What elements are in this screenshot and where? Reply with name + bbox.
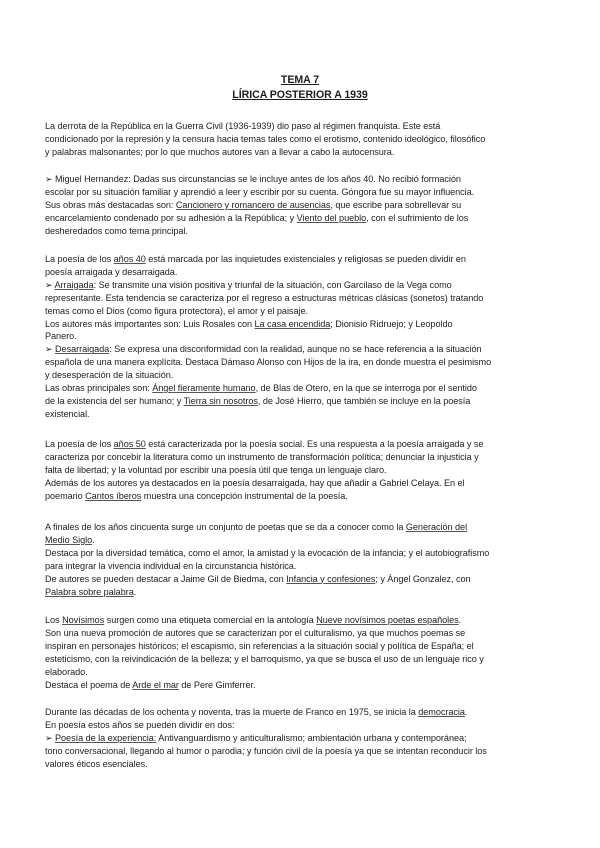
text-line: esteticismo, con la reivindicación de la belleza; y el barroquismo, ya que se busca el uso de un lenguaje rico y	[45, 653, 484, 664]
text-line: desheredados como tema principal.	[45, 225, 188, 236]
work-title: Cancionero y romancero de ausencias	[175, 199, 331, 210]
text-line: La poesía de los años 50 está caracterizada por la poesía social. Es una respuesta a la poesía arraigada y se	[45, 439, 484, 449]
paragraph-anos-40	[45, 253, 557, 421]
text-line: Sus obras más destacadas son: Cancionero y romancero de ausencias, que escribe para sobrellevar su	[45, 199, 462, 210]
arrow-bullet-icon: ➢	[45, 732, 53, 743]
text-line: ➢ Arraigada: Se transmite una visión positiva y triunfal de la situación, con Garcilaso de la Vega como	[45, 279, 452, 290]
decade-term: años 50	[113, 439, 146, 449]
text-line: Palabra sobre palabra.	[45, 586, 137, 597]
text-line: encarcelamiento condenado por su adhesión a la República; y Viento del pueblo, con el sufrimiento de los	[45, 212, 469, 223]
text-line: Medio Siglo.	[45, 534, 95, 545]
term-desarraigada: Desarraigada	[55, 344, 110, 355]
work-title: Viento del pueblo	[296, 212, 367, 223]
text-line: Los autores más importantes son: Luis Rosales con La casa encendida; Dionisio Ridruejo; y Leopoldo	[45, 318, 453, 329]
arrow-bullet-icon: ➢	[45, 344, 53, 355]
text-line: De autores se pueden destacar a Jaime Gil de Biedma, con Infancia y confesiones; y Ángel Gonzalez, con	[45, 573, 471, 584]
text-line: Durante las décadas de los ochenta y noventa, tras la muerte de Franco en 1975, se inicia la democracia.	[45, 707, 468, 717]
work-title: Nueve novísimos poetas españoles	[316, 615, 459, 625]
text-line: ➢ Desarraigada: Se expresa una disconformidad con la realidad, aunque no se hace referencia a la situación	[45, 344, 482, 355]
term-poesia-experiencia: Poesía de la experiencia:	[55, 732, 157, 743]
text-line: para integrar la vivencia individual en la circunstancia histórica.	[45, 560, 297, 571]
work-title: Ángel fieramente humano	[152, 383, 256, 394]
text-line: poemario Cantos íberos muestra una concepción instrumental de la poesía.	[45, 490, 348, 501]
work-title: Palabra sobre palabra	[45, 586, 134, 597]
arrow-bullet-icon: ➢	[45, 174, 53, 184]
text-line: ➢ Miguel Hernandez: Dadas sus circunstancias se le incluye antes de los años 40. No recibió formación	[45, 174, 461, 184]
text-line: En poesía estos años se pueden dividir en dos:	[45, 719, 235, 730]
text-line: La poesía de los años 40 está marcada por las inquietudes existenciales y religiosas se pueden dividir en	[45, 254, 466, 264]
work-title: Arde el mar	[132, 679, 179, 690]
paragraph-intro	[45, 120, 557, 159]
decade-term: años 40	[113, 254, 146, 264]
text-line: de la existencia del ser humano; y Tierra sin nosotros, de José Hierro, que también se incluye en la poesía	[45, 395, 471, 406]
work-title: Infancia y confesiones	[286, 573, 376, 584]
term-arraigada: Arraigada	[54, 279, 94, 290]
page-subtitle: LÍRICA POSTERIOR A 1939	[232, 89, 368, 101]
text-line: y palabras malsonantes; por lo que muchos autores van a llevar a cabo la autocensura.	[45, 146, 395, 157]
arrow-bullet-icon: ➢	[45, 279, 53, 290]
text-line: poesía arraigada y desarraigada.	[45, 266, 178, 277]
paragraph-ochenta-noventa	[45, 706, 557, 771]
period-term: democracia	[418, 707, 465, 717]
text-line: representante. Esta tendencia se caracteriza por el regreso a estructuras métricas clásicas (sonetos) tratando	[45, 292, 484, 303]
text-line: Las obras principales son: Ángel fieramente humano, de Blas de Otero, en la que se interroga por el sentido	[45, 383, 477, 394]
text-line: caracteriza por concebir la literatura como un instrumento de transformación política; denunciar la injusticia y	[45, 451, 479, 462]
paragraph-miguel-hernandez	[45, 173, 557, 238]
text-line: Destaca el poema de Arde el mar de Pere Gimferrer.	[45, 679, 256, 690]
text-line: tono conversacional, llegando al humor o parodia; y función civil de la poesía ya que se intentan reconducir los	[45, 745, 487, 756]
work-title: Cantos íberos	[85, 490, 142, 501]
text-line: valores éticos esenciales.	[45, 758, 148, 769]
text-line: Destaca por la diversidad temática, como el amor, la amistad y la evocación de la infancia; y el autobiografismo	[45, 547, 490, 558]
paragraph-anos-50	[45, 438, 557, 503]
page-title: TEMA 7	[280, 74, 320, 86]
text-line: Son una nueva promoción de autores que se caracterizan por el culturalismo, ya que muchos poemas se	[45, 627, 466, 638]
text-line: condicionado por la represión y la censura hacia temas tales como el erotismo, contenido ideológico, filosófico	[45, 133, 486, 144]
movement-term: Novísimos	[62, 615, 105, 625]
text-line: falta de libertad; y la voluntad por escribir una poesía útil que tenga un lenguaje claro.	[45, 464, 387, 475]
text-line: temas como el Dios (como figura protectora), el amor y el paisaje.	[45, 305, 308, 316]
text-line: existencial.	[45, 408, 90, 419]
generation-term: Medio Siglo	[45, 534, 93, 545]
text-line: Además de los autores ya destacados en la poesía desarraigada, hay que añadir a Gabriel Celaya. En el	[45, 477, 465, 488]
text-line: escolar por su situación familiar y aprendió a leer y escribir por su cuenta. Góngora fue su mayor influencia.	[45, 186, 475, 197]
paragraph-medio-siglo	[45, 521, 557, 598]
text-line: ➢ Poesía de la experiencia: Antivanguardismo y anticulturalismo; ambientación urbana y contemporánea;	[45, 732, 467, 743]
text-line: Panero.	[45, 331, 77, 342]
text-line: Los Novísimos surgen como una etiqueta comercial en la antología Nueve novísimos poetas españoles.	[45, 615, 462, 625]
text-line: española de una manera explícita. Destaca Dámaso Alonso con Hijos de la ira, en donde muestra el pesimismo	[45, 357, 492, 368]
text-line: elaborado.	[45, 666, 88, 677]
work-title: La casa encendida	[254, 318, 331, 329]
text-line: y desesperación de la situación.	[45, 370, 174, 381]
paragraph-novisimos	[45, 614, 557, 691]
work-title: Tierra sin nosotros	[183, 395, 258, 406]
document-header	[0, 73, 600, 103]
text-line: A finales de los años cincuenta surge un conjunto de poetas que se da a conocer como la Generación del	[45, 522, 468, 532]
text-line: La derrota de la República en la Guerra Civil (1936-1939) dio paso al régimen franquista. Este está	[45, 121, 441, 131]
text-line: inspiran en personajes históricos; el escapismo, sin referencias a la situación social y política de España; el	[45, 640, 474, 651]
generation-term: Generación del	[405, 522, 468, 532]
